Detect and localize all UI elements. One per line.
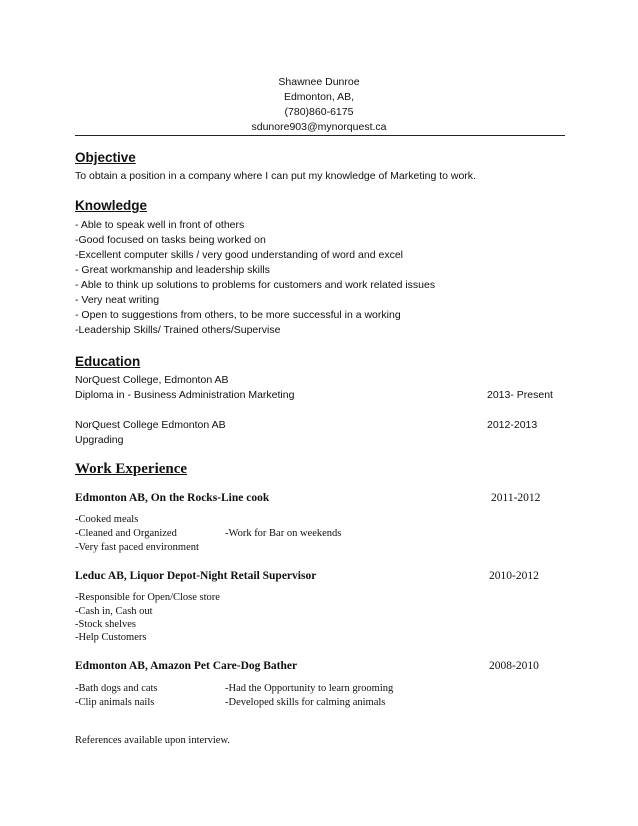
- education-dates: 2012-2013: [487, 419, 538, 431]
- job-title: Leduc AB, Liquor Depot-Night Retail Supervisor: [75, 570, 317, 582]
- work-heading: Work Experience: [75, 461, 188, 477]
- job-duty: -Clip animals nails: [75, 697, 155, 708]
- education-school: NorQuest College, Edmonton AB: [75, 374, 229, 386]
- knowledge-item: - Able to speak well in front of others: [75, 219, 245, 231]
- candidate-email: sdunore903@mynorquest.ca: [251, 121, 387, 133]
- job-duty: -Cash in, Cash out: [75, 606, 153, 617]
- job-duty: -Bath dogs and cats: [75, 683, 158, 694]
- job-dates: 2010-2012: [489, 570, 539, 582]
- knowledge-item: - Able to think up solutions to problems for customers and work related issues: [75, 279, 436, 291]
- job-duty: -Responsible for Open/Close store: [75, 592, 220, 603]
- job-duty: -Developed skills for calming animals: [225, 697, 386, 708]
- job-title: Edmonton AB, On the Rocks-Line cook: [75, 492, 270, 504]
- job-title: Edmonton AB, Amazon Pet Care-Dog Bather: [75, 660, 298, 672]
- knowledge-item: -Leadership Skills/ Trained others/Supervise: [75, 324, 281, 336]
- knowledge-item: -Excellent computer skills / very good understanding of word and excel: [75, 249, 404, 261]
- education-heading: Education: [75, 354, 141, 369]
- knowledge-item: - Very neat writing: [75, 294, 160, 306]
- education-program: Upgrading: [75, 434, 124, 446]
- knowledge-item: - Great workmanship and leadership skills: [75, 264, 270, 276]
- job-duty: -Help Customers: [75, 632, 147, 643]
- job-dates: 2008-2010: [489, 660, 539, 672]
- knowledge-item: - Open to suggestions from others, to be more successful in a working: [75, 309, 401, 321]
- job-duty: -Cleaned and Organized: [75, 528, 177, 539]
- job-duty: -Work for Bar on weekends: [225, 528, 342, 539]
- job-duty: -Very fast paced environment: [75, 542, 199, 553]
- education-school: NorQuest College Edmonton AB: [75, 419, 226, 431]
- job-dates: 2011-2012: [491, 492, 541, 504]
- education-program: Diploma in - Business Administration Marketing: [75, 389, 295, 401]
- objective-text: To obtain a position in a company where I can put my knowledge of Marketing to work.: [75, 170, 476, 182]
- knowledge-item: -Good focused on tasks being worked on: [75, 234, 266, 246]
- candidate-phone: (780)860-6175: [284, 106, 354, 118]
- education-dates: 2013- Present: [487, 389, 553, 401]
- objective-heading: Objective: [75, 150, 136, 165]
- knowledge-heading: Knowledge: [75, 198, 148, 213]
- references-note: References available upon interview.: [75, 735, 230, 746]
- job-duty: -Stock shelves: [75, 619, 136, 630]
- header-divider: [75, 135, 565, 136]
- candidate-name: Shawnee Dunroe: [278, 76, 360, 88]
- job-duty: -Cooked meals: [75, 514, 139, 525]
- candidate-location: Edmonton, AB,: [283, 91, 355, 103]
- job-duty: -Had the Opportunity to learn grooming: [225, 683, 394, 694]
